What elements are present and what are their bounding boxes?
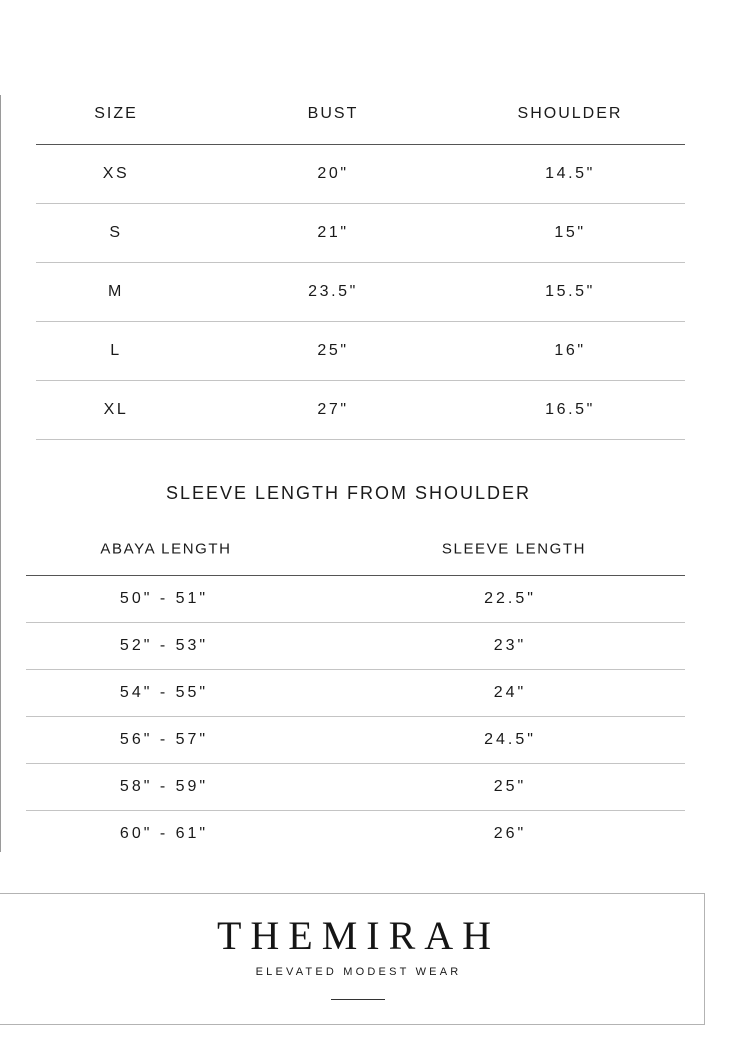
abaya-length-cell: 56" - 57" <box>119 731 209 748</box>
header-bust: BUST <box>307 105 359 122</box>
abaya-length-cell: 60" - 61" <box>119 825 209 842</box>
table-row <box>36 381 685 440</box>
abaya-length-cell: 58" - 59" <box>119 778 209 795</box>
sleeve-length-cell: 22.5" <box>484 590 536 607</box>
brand-divider <box>331 999 385 1000</box>
sleeve-length-cell: 24" <box>493 684 527 701</box>
size-cell: L <box>110 342 122 359</box>
table-row <box>26 576 685 623</box>
table-row <box>26 764 685 811</box>
brand-tagline: ELEVATED MODEST WEAR <box>255 966 462 978</box>
header-abaya-length: ABAYA LENGTH <box>100 540 232 557</box>
size-cell: S <box>109 224 123 241</box>
bust-cell: 27" <box>317 401 349 418</box>
header-shoulder: SHOULDER <box>517 105 623 122</box>
bust-cell: 20" <box>317 165 349 182</box>
sleeve-chart-header-row <box>26 522 685 576</box>
size-cell: XS <box>102 165 130 182</box>
table-row <box>26 670 685 717</box>
sleeve-length-cell: 25" <box>493 778 527 795</box>
bust-cell: 25" <box>317 342 349 359</box>
size-chart-header-row <box>36 84 685 145</box>
shoulder-cell: 16.5" <box>545 401 595 418</box>
bust-cell: 23.5" <box>308 283 358 300</box>
left-border-line <box>0 95 1 852</box>
sleeve-length-cell: 24.5" <box>484 731 536 748</box>
header-size: SIZE <box>94 105 138 122</box>
table-row <box>36 263 685 322</box>
abaya-length-cell: 50" - 51" <box>119 590 209 607</box>
shoulder-cell: 16" <box>554 342 586 359</box>
shoulder-cell: 14.5" <box>545 165 595 182</box>
table-row <box>26 717 685 764</box>
shoulder-cell: 15" <box>554 224 586 241</box>
table-row <box>36 145 685 204</box>
sleeve-chart-table <box>26 522 685 857</box>
table-row <box>26 623 685 670</box>
abaya-length-cell: 54" - 55" <box>119 684 209 701</box>
header-sleeve-length: SLEEVE LENGTH <box>441 540 587 557</box>
bust-cell: 21" <box>317 224 349 241</box>
sleeve-section-title: SLEEVE LENGTH FROM SHOULDER <box>165 483 532 503</box>
table-row <box>36 204 685 263</box>
size-cell: XL <box>103 401 129 418</box>
table-row <box>36 322 685 381</box>
sleeve-length-cell: 26" <box>493 825 527 842</box>
size-cell: M <box>108 283 124 300</box>
abaya-length-cell: 52" - 53" <box>119 637 209 654</box>
shoulder-cell: 15.5" <box>545 283 595 300</box>
size-chart-table <box>36 84 685 440</box>
sleeve-length-cell: 23" <box>493 637 527 654</box>
brand-logo-wordmark: THEMIRAH <box>216 913 501 958</box>
table-row <box>26 811 685 857</box>
